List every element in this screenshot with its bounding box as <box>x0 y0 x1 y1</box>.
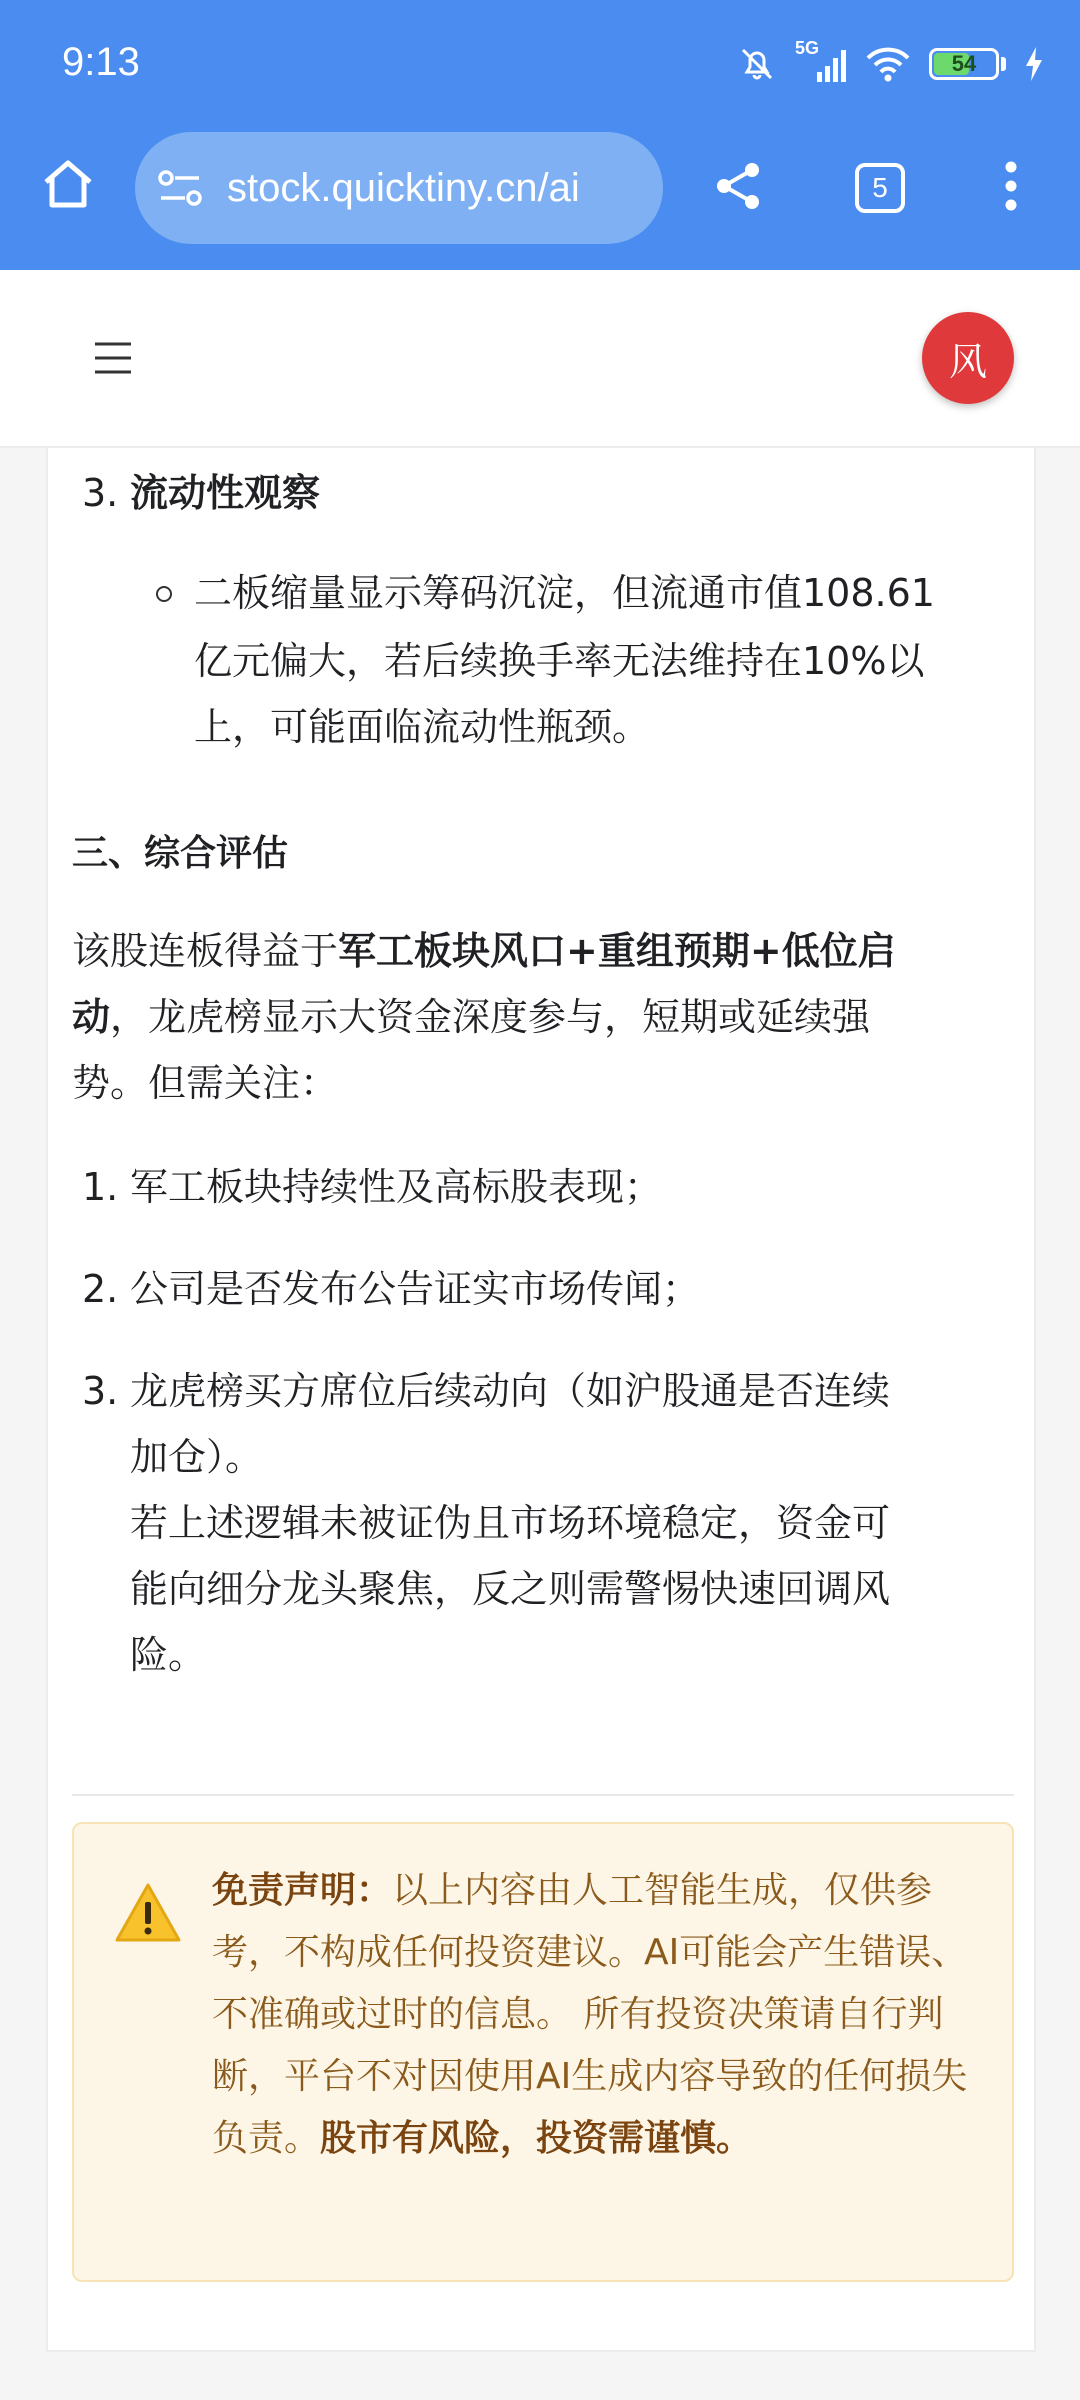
status-time: 9:13 <box>62 40 140 84</box>
share-button[interactable] <box>706 154 770 218</box>
section-title: 三、综合评估 <box>72 833 289 874</box>
tabs-button[interactable] <box>852 160 908 216</box>
summary-line: 势。但需关注： <box>72 1061 339 1105</box>
disclaimer-emphasis: 股市有风险，投资需谨慎。 <box>320 2118 753 2159</box>
browser-toolbar <box>0 130 1080 270</box>
list-item: 公司是否发布公告证实市场传闻； <box>130 1267 701 1311</box>
sub-item-line: 二板缩量显示筹码沉淀，但流通市值108.61 <box>194 571 935 615</box>
battery-level: 54 <box>951 51 977 76</box>
site-settings-icon[interactable] <box>157 168 209 208</box>
user-avatar[interactable]: 风 <box>922 312 1014 404</box>
sub-bullet <box>156 586 172 602</box>
conclusion-line: 若上述逻辑未被证伪且市场环境稳定，资金可 <box>130 1501 891 1545</box>
wifi-icon <box>865 44 911 84</box>
conclusion-line: 能向细分龙头聚焦，反之则需警惕快速回调风 <box>130 1567 891 1611</box>
signal-icon <box>795 38 847 84</box>
url-bar[interactable] <box>135 132 663 244</box>
disclaimer-body: 以上内容由人工智能生成，仅供参考，不构成任何投资建议。AI可能会产生错误、不准确或过时的信息。 所有投资决策请自行判断，平台不对因使用AI生成内容导致的任何损失负责。 <box>212 1870 968 2159</box>
hamburger-menu-icon[interactable] <box>94 340 132 376</box>
status-icons <box>737 38 1044 86</box>
summary-highlight: 动 <box>72 995 111 1039</box>
list-number: 2. <box>82 1267 119 1311</box>
summary-line <box>72 918 896 985</box>
home-button[interactable] <box>36 152 100 216</box>
status-bar <box>0 0 1080 130</box>
url-text[interactable]: stock.quicktiny.cn/ai <box>227 165 580 210</box>
conclusion-line: 险。 <box>130 1633 207 1677</box>
disclaimer-text <box>212 1860 982 2170</box>
disclaimer-label: 免责声明： <box>212 1870 393 1911</box>
tab-count: 5 <box>855 163 905 213</box>
list-item: 龙虎榜买方席位后续动向（如沪股通是否连续 <box>130 1369 891 1413</box>
home-icon <box>40 156 96 212</box>
share-icon <box>710 158 766 214</box>
disclaimer-box <box>72 1822 1014 2282</box>
charging-bolt-icon <box>1024 47 1044 81</box>
list-number: 1. <box>82 1165 119 1209</box>
sub-item-line: 上，可能面临流动性瓶颈。 <box>194 705 651 749</box>
more-menu-icon <box>1004 160 1018 212</box>
page-header <box>0 270 1080 448</box>
analysis-card <box>46 448 1036 2352</box>
summary-text: 该股连板得益于 <box>72 929 339 973</box>
list-item: 军工板块持续性及高标股表现； <box>130 1165 663 1209</box>
warning-icon <box>114 1882 182 1944</box>
list-item: 加仓）。 <box>130 1435 264 1479</box>
item-title: 流动性观察 <box>130 471 321 515</box>
divider <box>72 1794 1014 1796</box>
network-label: 5G <box>795 38 820 58</box>
sub-item-line: 亿元偏大，若后续换手率无法维持在10%以 <box>194 639 925 683</box>
summary-highlight: 军工板块风口+重组预期+低位启 <box>338 929 896 973</box>
summary-text: ，龙虎榜显示大资金深度参与，短期或延续强 <box>110 995 871 1039</box>
battery-icon <box>929 48 1006 80</box>
more-menu-button[interactable] <box>996 154 1026 218</box>
browser-chrome <box>0 0 1080 270</box>
list-number: 3. <box>82 1369 119 1413</box>
summary-line <box>72 984 870 1051</box>
list-number: 3. <box>82 471 119 515</box>
mute-bell-icon <box>737 44 777 84</box>
